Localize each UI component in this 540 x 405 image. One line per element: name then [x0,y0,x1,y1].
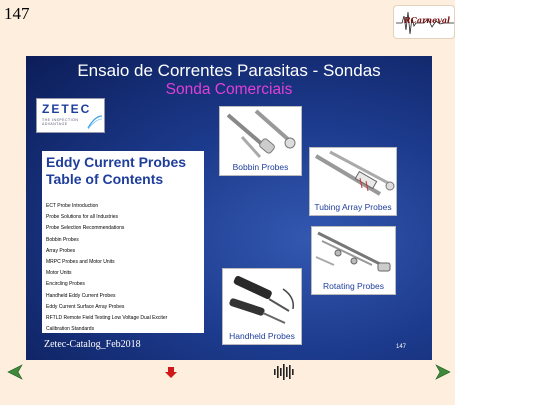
slide-number: 147 [396,344,407,350]
zetec-wordmark: ZETEC [42,102,92,116]
rotating-probes-card [311,226,396,295]
tubing-array-probes-label: Tubing Array Probes [314,202,392,212]
toc-item[interactable]: RFTLD Remote Field Testing Low Voltage Dual Exciter [46,314,168,321]
bobbin-probes-card [219,106,302,176]
toc-item[interactable]: Probe Selection Recommendations [46,225,125,232]
audio-button[interactable] [273,364,297,385]
bobbin-probe-image [220,107,303,165]
zetec-tagline: THE INSPECTION ADVANTAGE [42,118,79,126]
bobbin-probes-label: Bobbin Probes [232,162,289,172]
toc-item[interactable]: Bobbin Probes [46,236,79,243]
zetec-logo [36,98,105,133]
handheld-probe-image [223,269,303,331]
catalog-label: Zetec-Catalog_Feb2018 [44,339,141,350]
handheld-probes-label: Handheld Probes [229,331,295,341]
rotating-probe-image [312,227,397,281]
toc-item[interactable]: MRPC Probes and Motor Units [46,258,115,265]
toc-item[interactable]: Array Probes [46,247,76,254]
down-button[interactable] [165,366,177,384]
toc-item[interactable]: Motor Units [46,270,72,277]
toc-item[interactable]: Eddy Current Surface Array Probes [46,303,125,310]
header-logo-text: RCarneval [403,15,451,25]
tubing-array-probe-image [310,148,398,202]
toc-item[interactable]: Encircling Probes [46,281,85,288]
header-logo [393,5,455,39]
previous-button[interactable] [7,364,23,385]
toc-item[interactable]: ECT Probe Introduction [46,203,99,209]
toc-item[interactable]: Handheld Eddy Current Probes [46,292,116,299]
next-button[interactable] [435,364,451,385]
arrow-down-icon [165,366,177,379]
arrow-left-icon [7,364,23,380]
toc-title-line1: Eddy Current Probes [46,154,187,170]
arrow-right-icon [435,364,451,380]
slide-title: Ensaio de Correntes Parasitas - Sondas [77,61,381,80]
audio-waveform-icon [273,364,297,380]
right-margin [455,0,540,405]
rotating-probes-label: Rotating Probes [323,281,384,291]
table-of-contents [42,151,204,333]
toc-list [46,201,167,335]
toc-title [46,154,204,188]
toc-item[interactable]: Probe Solutions for all Industries [46,214,118,221]
slide-subtitle: Sonda Comerciais [165,81,293,98]
page-number: 147 [4,4,30,23]
toc-item[interactable]: Calibration Standards [46,326,95,333]
tubing-array-probes-card [309,147,397,216]
toc-title-line2: Table of Contents [46,171,164,187]
handheld-probes-card [222,268,302,345]
presentation-slide [26,56,432,360]
swoosh-icon [87,114,103,130]
